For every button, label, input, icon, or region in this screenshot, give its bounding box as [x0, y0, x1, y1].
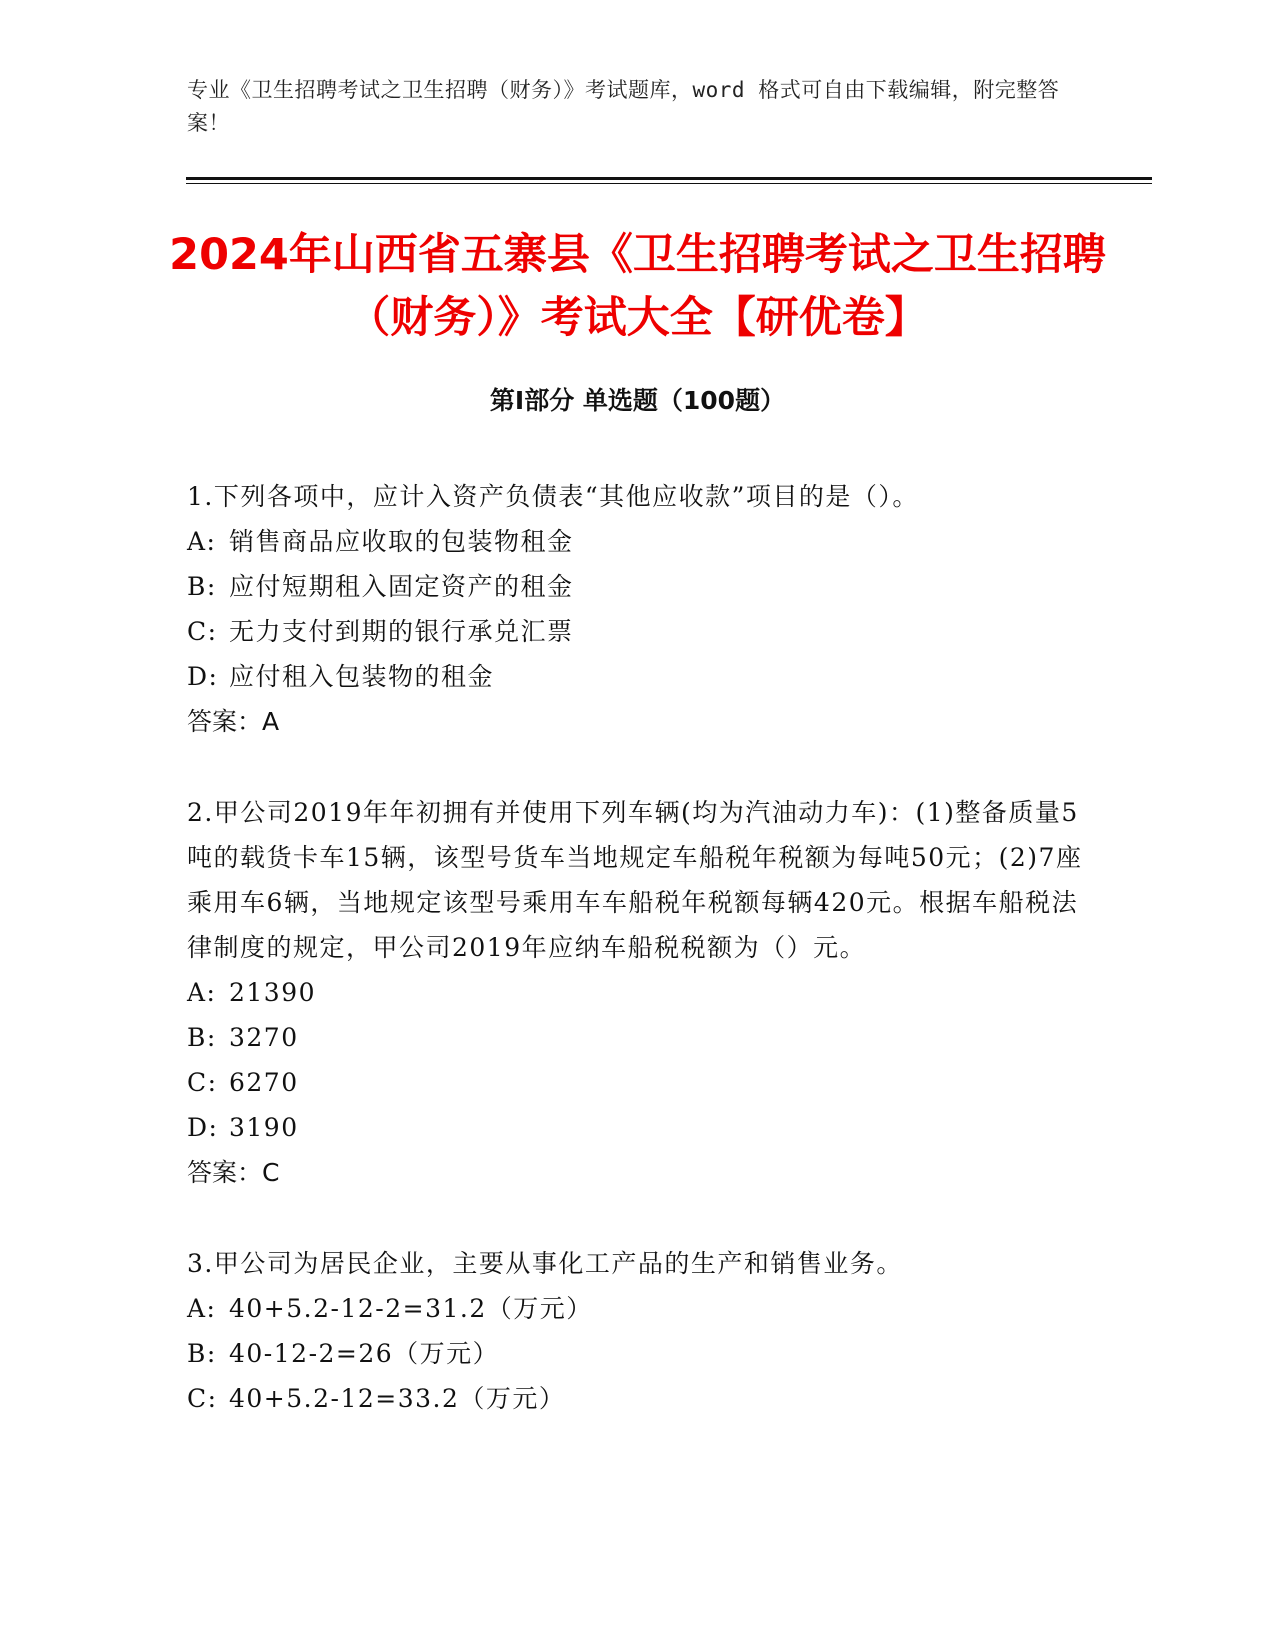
answer-line: [187, 1150, 1087, 1195]
option-a: [187, 1286, 1087, 1331]
option-letter: A:: [187, 1294, 217, 1323]
option-text: 6270: [229, 1068, 299, 1097]
option-text: 21390: [229, 978, 317, 1007]
option-a: [187, 519, 1087, 564]
option-letter: D:: [187, 662, 219, 691]
header-divider-thin: [186, 183, 1152, 184]
question-2: [187, 790, 1087, 1195]
question-stem: 3.甲公司为居民企业，主要从事化工产品的生产和销售业务。: [187, 1249, 903, 1278]
option-text: 销售商品应收取的包装物租金: [229, 527, 574, 556]
option-letter: B:: [187, 1339, 217, 1368]
option-b: [187, 1331, 1087, 1376]
answer-label: 答案：: [187, 707, 263, 736]
option-c: [187, 609, 1087, 654]
option-c: [187, 1376, 1087, 1421]
option-a: [187, 970, 1087, 1015]
option-b: [187, 1015, 1087, 1060]
section-heading: 第Ⅰ部分 单选题（100题）: [489, 386, 786, 415]
header-note: 专业《卫生招聘考试之卫生招聘（财务）》考试题库，word 格式可自由下载编辑，附完整答案！: [187, 78, 1060, 135]
answer-line: [187, 699, 1087, 744]
question-stem: 2.甲公司2019年年初拥有并使用下列车辆(均为汽油动力车)：(1)整备质量5吨的载货卡车15辆，该型号货车当地规定车船税年税额为每吨50元；(2)7座乘用车6辆，当地规定该型号乘用车车船税年税额每辆420元。根据车船税法律制度的规定，甲公司2019年应纳车船税税额为（）元。: [187, 798, 1083, 962]
option-text: 40+5.2-12-2=31.2（万元）: [229, 1294, 593, 1323]
option-letter: C:: [187, 1068, 218, 1097]
option-letter: D:: [187, 1113, 219, 1142]
option-text: 应付租入包装物的租金: [229, 662, 495, 691]
question-3: [187, 1241, 1087, 1421]
option-text: 无力支付到期的银行承兑汇票: [229, 617, 574, 646]
option-letter: B:: [187, 1023, 217, 1052]
document-title: 2024年山西省五寨县《卫生招聘考试之卫生招聘（财务）》考试大全【研优卷】: [169, 230, 1106, 343]
answer-value: C: [262, 1158, 280, 1187]
question-stem: 1.下列各项中，应计入资产负债表“其他应收款”项目的是（）。: [187, 482, 919, 511]
question-list: [187, 474, 1087, 1467]
answer-label: 答案：: [187, 1158, 263, 1187]
option-text: 3270: [229, 1023, 299, 1052]
option-d: [187, 654, 1087, 699]
option-letter: B:: [187, 572, 217, 601]
answer-value: A: [262, 707, 280, 736]
option-text: 应付短期租入固定资产的租金: [229, 572, 574, 601]
header-divider-thick: [186, 177, 1152, 180]
option-text: 3190: [229, 1113, 299, 1142]
option-b: [187, 564, 1087, 609]
option-d: [187, 1105, 1087, 1150]
option-c: [187, 1060, 1087, 1105]
option-text: 40+5.2-12=33.2（万元）: [229, 1384, 566, 1413]
option-text: 40-12-2=26（万元）: [229, 1339, 500, 1368]
question-1: [187, 474, 1087, 744]
option-letter: A:: [187, 527, 217, 556]
option-letter: C:: [187, 1384, 218, 1413]
option-letter: A:: [187, 978, 217, 1007]
option-letter: C:: [187, 617, 218, 646]
